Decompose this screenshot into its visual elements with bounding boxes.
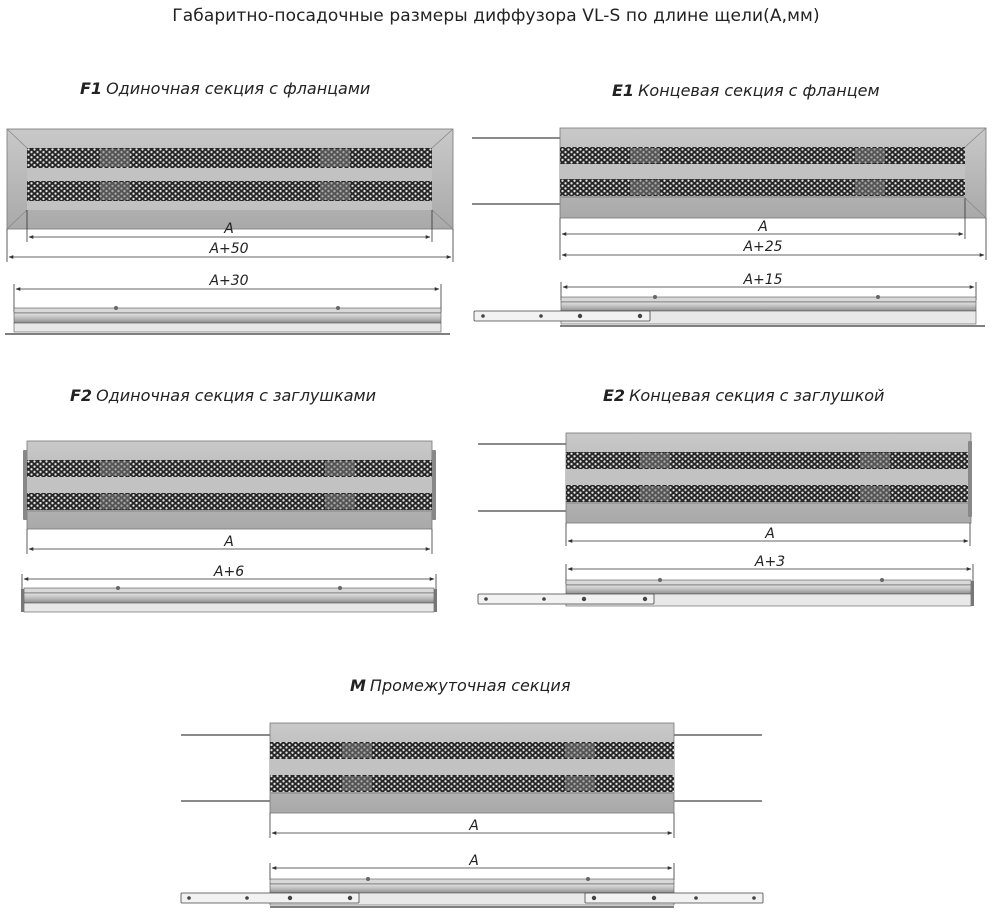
f1-slot-2 [27,181,432,201]
section-f1-code: F1 [80,79,103,98]
e1-slot-1 [560,147,965,164]
f2-dim-side-label: A+6 [213,564,245,580]
f1-dim-side-label: A+30 [209,273,249,289]
e2-front-view [478,433,972,523]
section-e2-name: Концевая секция с заглушкой [629,386,885,405]
m-side-view [181,863,763,907]
f2-slot-1 [27,460,432,477]
section-f1-name: Одиночная секция с фланцами [106,79,371,98]
f1-slot-1 [27,148,432,168]
e1-side-view [474,282,985,326]
e2-slot-2 [566,485,971,502]
section-e2-code: E2 [603,386,626,405]
e2-dim-side-label: A+3 [754,554,786,570]
section-m-code: M [350,676,366,695]
f1-dim-inner-label: A [224,221,234,237]
e1-dim-side-label: A+15 [743,272,783,288]
f1-dim-outer-label: A+50 [209,241,249,257]
m-slot-2 [270,775,674,792]
e1-dim-inner-label: A [758,219,768,235]
m-dim-inner-label: A [469,818,479,834]
section-f2-name: Одиночная секция с заглушками [96,386,376,405]
section-m-name: Промежуточная секция [369,676,571,695]
m-dim-side-label: A [469,853,479,869]
e2-slot-1 [566,452,971,469]
e2-dim-inner-label: A [765,526,775,542]
section-e1-name: Концевая секция с фланцем [638,81,880,100]
e1-front-view [472,128,986,218]
page-title: Габаритно-посадочные размеры диффузора VL-S по длине щели(А,мм) [172,6,820,26]
f1-front-view [7,129,453,229]
m-slot-1 [270,742,674,759]
m-front-view [181,723,762,813]
e1-dim-outer-label: A+25 [743,239,783,255]
f1-side-view [5,284,450,334]
f2-front-view [23,441,436,529]
section-f2-code: F2 [70,386,93,405]
section-e1-code: E1 [612,81,635,100]
e2-side-view [478,564,974,606]
f2-dim-inner-label: A [224,534,234,550]
f2-slot-2 [27,493,432,510]
e1-slot-2 [560,179,965,196]
